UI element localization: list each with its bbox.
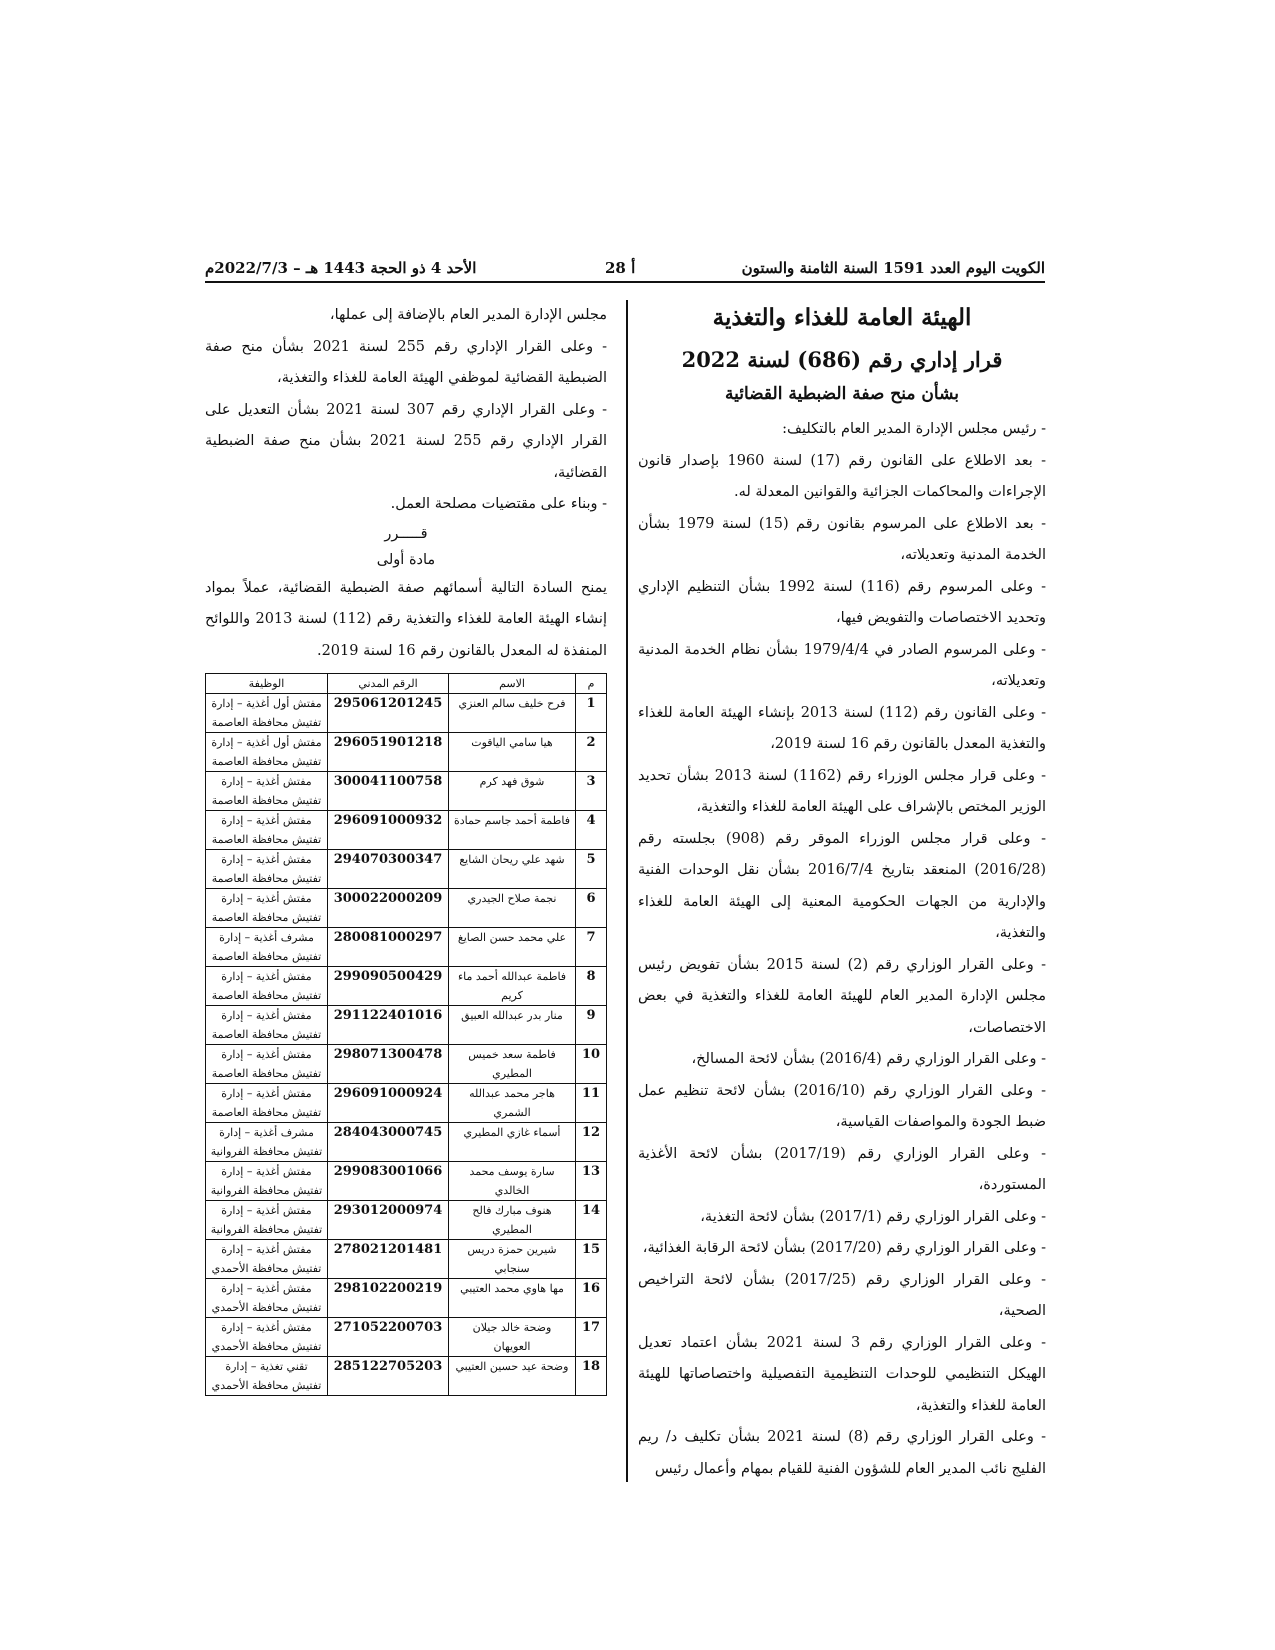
- cell-num: 10: [576, 1045, 607, 1084]
- authority-title: الهيئة العامة للغذاء والتغذية: [712, 304, 972, 331]
- preamble-paragraph: - وعلى القرار الإداري رقم 307 لسنة 2021 بشأن التعديل على القرار الإداري رقم 255 لسنة 2021 بشأن منح صفة الضبطية القضائية،: [205, 401, 607, 481]
- preamble-paragraph: - وعلى المرسوم الصادر في 1979/4/4 بشأن نظام الخدمة المدنية وتعديلاته،: [638, 641, 1046, 689]
- preamble-paragraph: - وعلى القانون رقم (112) لسنة 2013 بإنشاء الهيئة العامة للغذاء والتغذية المعدل بالقانون رقم 16 لسنة 2019،: [638, 704, 1046, 752]
- decided-heading: قـــــرر: [384, 525, 428, 542]
- cell-name: منار بدر عبدالله العبيق: [449, 1006, 576, 1045]
- cell-job: مفتش أغذية – إدارة تفتيش محافظة العاصمة: [206, 772, 328, 811]
- cell-num: 18: [576, 1357, 607, 1396]
- cell-num: 1: [576, 694, 607, 733]
- cell-civil-id: 296091000932: [328, 811, 449, 850]
- table-row: [206, 694, 607, 733]
- cell-job: مشرف أغذية – إدارة تفتيش محافظة العاصمة: [206, 928, 328, 967]
- preamble-paragraph: - وعلى القرار الوزاري رقم (2017/20) بشأن لائحة الرقابة الغذائية،: [642, 1240, 1046, 1256]
- cell-num: 2: [576, 733, 607, 772]
- table-row: [206, 1357, 607, 1396]
- preamble-paragraph: - رئيس مجلس الإدارة المدير العام بالتكليف:: [782, 421, 1046, 437]
- cell-civil-id: 293012000974: [328, 1201, 449, 1240]
- table-row: [206, 1240, 607, 1279]
- cell-civil-id: 278021201481: [328, 1240, 449, 1279]
- cell-name: هنوف مبارك فالح المطيري: [449, 1201, 576, 1240]
- preamble-paragraph: - وعلى القرار الوزاري رقم 3 لسنة 2021 بشأن اعتماد تعديل الهيكل التنظيمي للوحدات التنظيمية التفصيلية واختصاصاتها للهيئة العامة للغذاء والتغذية،: [638, 1334, 1046, 1414]
- cell-num: 6: [576, 889, 607, 928]
- cell-name: فاطمة أحمد جاسم حمادة: [449, 811, 576, 850]
- cell-job: مفتش أغذية – إدارة تفتيش محافظة العاصمة: [206, 1006, 328, 1045]
- gazette-issue: الكويت اليوم العدد 1591 السنة الثامنة والستون: [741, 259, 1045, 277]
- cell-num: 11: [576, 1084, 607, 1123]
- cell-civil-id: 299083001066: [328, 1162, 449, 1201]
- cell-job: مفتش أغذية – إدارة تفتيش محافظة الفروانية: [206, 1201, 328, 1240]
- cell-name: هاجر محمد عبدالله الشمري: [449, 1084, 576, 1123]
- cell-civil-id: 295061201245: [328, 694, 449, 733]
- preamble-paragraph: - وعلى القرار الوزاري رقم (8) لسنة 2021 بشأن تكليف د/ ريم الفليج نائب المدير العام للشؤون الفنية للقيام بمهام وأعمال رئيس: [638, 1429, 1046, 1477]
- cell-job: مفتش أغذية – إدارة تفتيش محافظة العاصمة: [206, 811, 328, 850]
- issue-date: الأحد 4 ذو الحجة 1443 هـ – 2022/7/3م: [205, 259, 477, 277]
- cell-num: 4: [576, 811, 607, 850]
- cell-civil-id: 280081000297: [328, 928, 449, 967]
- cell-name: فاطمة سعد خميس المطيري: [449, 1045, 576, 1084]
- page-header: [205, 255, 1045, 283]
- cell-job: تقني تغذية – إدارة تفتيش محافظة الأحمدي: [206, 1357, 328, 1396]
- table-header-row: [206, 674, 607, 694]
- cell-name: شيرين حمزة دريس سنجابي: [449, 1240, 576, 1279]
- cell-job: مفتش أغذية – إدارة تفتيش محافظة الأحمدي: [206, 1240, 328, 1279]
- cell-num: 5: [576, 850, 607, 889]
- header-job: الوظيفة: [206, 674, 328, 694]
- table-row: [206, 850, 607, 889]
- cell-num: 8: [576, 967, 607, 1006]
- cell-job: مفتش أول أغذية – إدارة تفتيش محافظة العاصمة: [206, 694, 328, 733]
- cell-num: 15: [576, 1240, 607, 1279]
- cell-name: وضحة عيد حسين العتيبي: [449, 1357, 576, 1396]
- preamble-paragraph: - وعلى القرار الوزاري رقم (2) لسنة 2015 بشأن تفويض رئيس مجلس الإدارة المدير العام للهيئة العامة للغذاء والتغذية في بعض الاختصاصات،: [638, 956, 1046, 1036]
- cell-num: 13: [576, 1162, 607, 1201]
- cell-job: مشرف أغذية – إدارة تفتيش محافظة الفروانية: [206, 1123, 328, 1162]
- preamble-paragraph: - وعلى المرسوم رقم (116) لسنة 1992 بشأن التنظيم الإداري وتحديد الاختصاصات والتفويض فيها،: [638, 578, 1046, 626]
- preamble-paragraph: - وعلى القرار الوزاري رقم (2016/4) بشأن لائحة المسالخ،: [691, 1051, 1046, 1067]
- cell-num: 17: [576, 1318, 607, 1357]
- cell-name: وضحة خالد جيلان العويهان: [449, 1318, 576, 1357]
- preamble-paragraph: - وعلى قرار مجلس الوزراء الموقر رقم (908) بجلسته رقم (2016/28) المنعقد بتاريخ 2016/7/4 بشأن نقل الوحدات الفنية والإدارية من الجهات الحكومية المعنية إلى الهيئة العامة للغذاء والتغذية،: [638, 830, 1046, 941]
- table-row: [206, 1279, 607, 1318]
- table-row: [206, 1318, 607, 1357]
- cell-civil-id: 285122705203: [328, 1357, 449, 1396]
- cell-name: شوق فهد كرم: [449, 772, 576, 811]
- cell-civil-id: 294070300347: [328, 850, 449, 889]
- right-column: [638, 300, 1046, 1485]
- table-row: [206, 1162, 607, 1201]
- cell-name: علي محمد حسن الصايغ: [449, 928, 576, 967]
- cell-civil-id: 300041100758: [328, 772, 449, 811]
- preamble-paragraph: - وعلى القرار الوزاري رقم (2017/1) بشأن لائحة التغذية،: [700, 1208, 1046, 1225]
- table-row: [206, 733, 607, 772]
- table-row: [206, 1201, 607, 1240]
- cell-name: مها هاوي محمد العتيبي: [449, 1279, 576, 1318]
- cell-job: مفتش أغذية – إدارة تفتيش محافظة الأحمدي: [206, 1279, 328, 1318]
- cell-civil-id: 271052200703: [328, 1318, 449, 1357]
- preamble-paragraph: - وعلى القرار الوزاري رقم (2016/10) بشأن لائحة تنظيم عمل ضبط الجودة والمواصفات القياسية،: [638, 1082, 1046, 1130]
- names-table: [205, 673, 607, 1396]
- preamble-paragraph: مجلس الإدارة المدير العام بالإضافة إلى عملها،: [329, 307, 607, 323]
- cell-num: 3: [576, 772, 607, 811]
- page-number: أ 28: [605, 259, 636, 277]
- column-divider: [626, 300, 628, 1482]
- cell-civil-id: 299090500429: [328, 967, 449, 1006]
- preamble-paragraph: - بعد الاطلاع على القانون رقم (17) لسنة 1960 بإصدار قانون الإجراءات والمحاكمات الجزائية والقوانين المعدلة له.: [638, 452, 1046, 500]
- cell-name: أسماء غازي المطيري: [449, 1123, 576, 1162]
- cell-job: مفتش أغذية – إدارة تفتيش محافظة الفروانية: [206, 1162, 328, 1201]
- preamble-paragraph: - وعلى القرار الإداري رقم 255 لسنة 2021 بشأن منح صفة الضبطية القضائية لموظفي الهيئة العامة للغذاء والتغذية،: [205, 338, 607, 386]
- cell-civil-id: 300022000209: [328, 889, 449, 928]
- cell-name: نجمة صلاح الجيدري: [449, 889, 576, 928]
- cell-job: مفتش أغذية – إدارة تفتيش محافظة الأحمدي: [206, 1318, 328, 1357]
- table-row: [206, 1084, 607, 1123]
- left-column: [205, 300, 607, 1485]
- header-civil-id: الرقم المدني: [328, 674, 449, 694]
- table-row: [206, 811, 607, 850]
- preamble-paragraph: - وبناء على مقتضيات مصلحة العمل.: [390, 496, 607, 512]
- cell-num: 16: [576, 1279, 607, 1318]
- cell-num: 14: [576, 1201, 607, 1240]
- cell-job: مفتش أغذية – إدارة تفتيش محافظة العاصمة: [206, 850, 328, 889]
- cell-num: 7: [576, 928, 607, 967]
- table-row: [206, 889, 607, 928]
- cell-civil-id: 296051901218: [328, 733, 449, 772]
- preamble-paragraph: - بعد الاطلاع على المرسوم بقانون رقم (15) لسنة 1979 بشأن الخدمة المدنية وتعديلاته،: [638, 515, 1046, 563]
- decision-title: قرار إداري رقم (686) لسنة 2022: [681, 347, 1003, 372]
- table-row: [206, 1045, 607, 1084]
- table-row: [206, 1006, 607, 1045]
- table-row: [206, 772, 607, 811]
- cell-civil-id: 291122401016: [328, 1006, 449, 1045]
- article-text: يمنح السادة التالية أسمائهم صفة الضبطية القضائية، عملاً بمواد إنشاء الهيئة العامة للغذاء والتغذية رقم (112) لسنة 2013 واللوائح المنفذة له المعدل بالقانون رقم 16 لسنة 2019.: [205, 579, 607, 659]
- cell-job: مفتش أغذية – إدارة تفتيش محافظة العاصمة: [206, 1084, 328, 1123]
- table-row: [206, 967, 607, 1006]
- decision-subject: بشأن منح صفة الضبطية القضائية: [725, 384, 959, 404]
- cell-job: مفتش أول أغذية – إدارة تفتيش محافظة العاصمة: [206, 733, 328, 772]
- cell-civil-id: 296091000924: [328, 1084, 449, 1123]
- header-num: م: [576, 674, 607, 694]
- preamble-paragraph: - وعلى قرار مجلس الوزراء رقم (1162) لسنة 2013 بشأن تحديد الوزير المختص بالإشراف على الهيئة العامة للغذاء والتغذية،: [638, 767, 1046, 815]
- cell-civil-id: 298071300478: [328, 1045, 449, 1084]
- table-row: [206, 1123, 607, 1162]
- cell-job: مفتش أغذية – إدارة تفتيش محافظة العاصمة: [206, 1045, 328, 1084]
- cell-civil-id: 298102200219: [328, 1279, 449, 1318]
- cell-name: سارة يوسف محمد الخالدي: [449, 1162, 576, 1201]
- cell-name: هيا سامي الياقوت: [449, 733, 576, 772]
- cell-num: 9: [576, 1006, 607, 1045]
- header-name: الاسم: [449, 674, 576, 694]
- cell-civil-id: 284043000745: [328, 1123, 449, 1162]
- table-row: [206, 928, 607, 967]
- preamble-paragraph: - وعلى القرار الوزاري رقم (2017/25) بشأن لائحة التراخيص الصحية،: [638, 1271, 1046, 1319]
- cell-num: 12: [576, 1123, 607, 1162]
- article-heading: مادة أولى: [376, 551, 436, 568]
- preamble-paragraph: - وعلى القرار الوزاري رقم (2017/19) بشأن لائحة الأغذية المستوردة،: [638, 1145, 1046, 1193]
- cell-name: فرح خليف سالم العنزي: [449, 694, 576, 733]
- cell-job: مفتش أغذية – إدارة تفتيش محافظة العاصمة: [206, 967, 328, 1006]
- cell-name: فاطمة عبدالله أحمد ماء كريم: [449, 967, 576, 1006]
- cell-job: مفتش أغذية – إدارة تفتيش محافظة العاصمة: [206, 889, 328, 928]
- cell-name: شهد علي ريحان الشايع: [449, 850, 576, 889]
